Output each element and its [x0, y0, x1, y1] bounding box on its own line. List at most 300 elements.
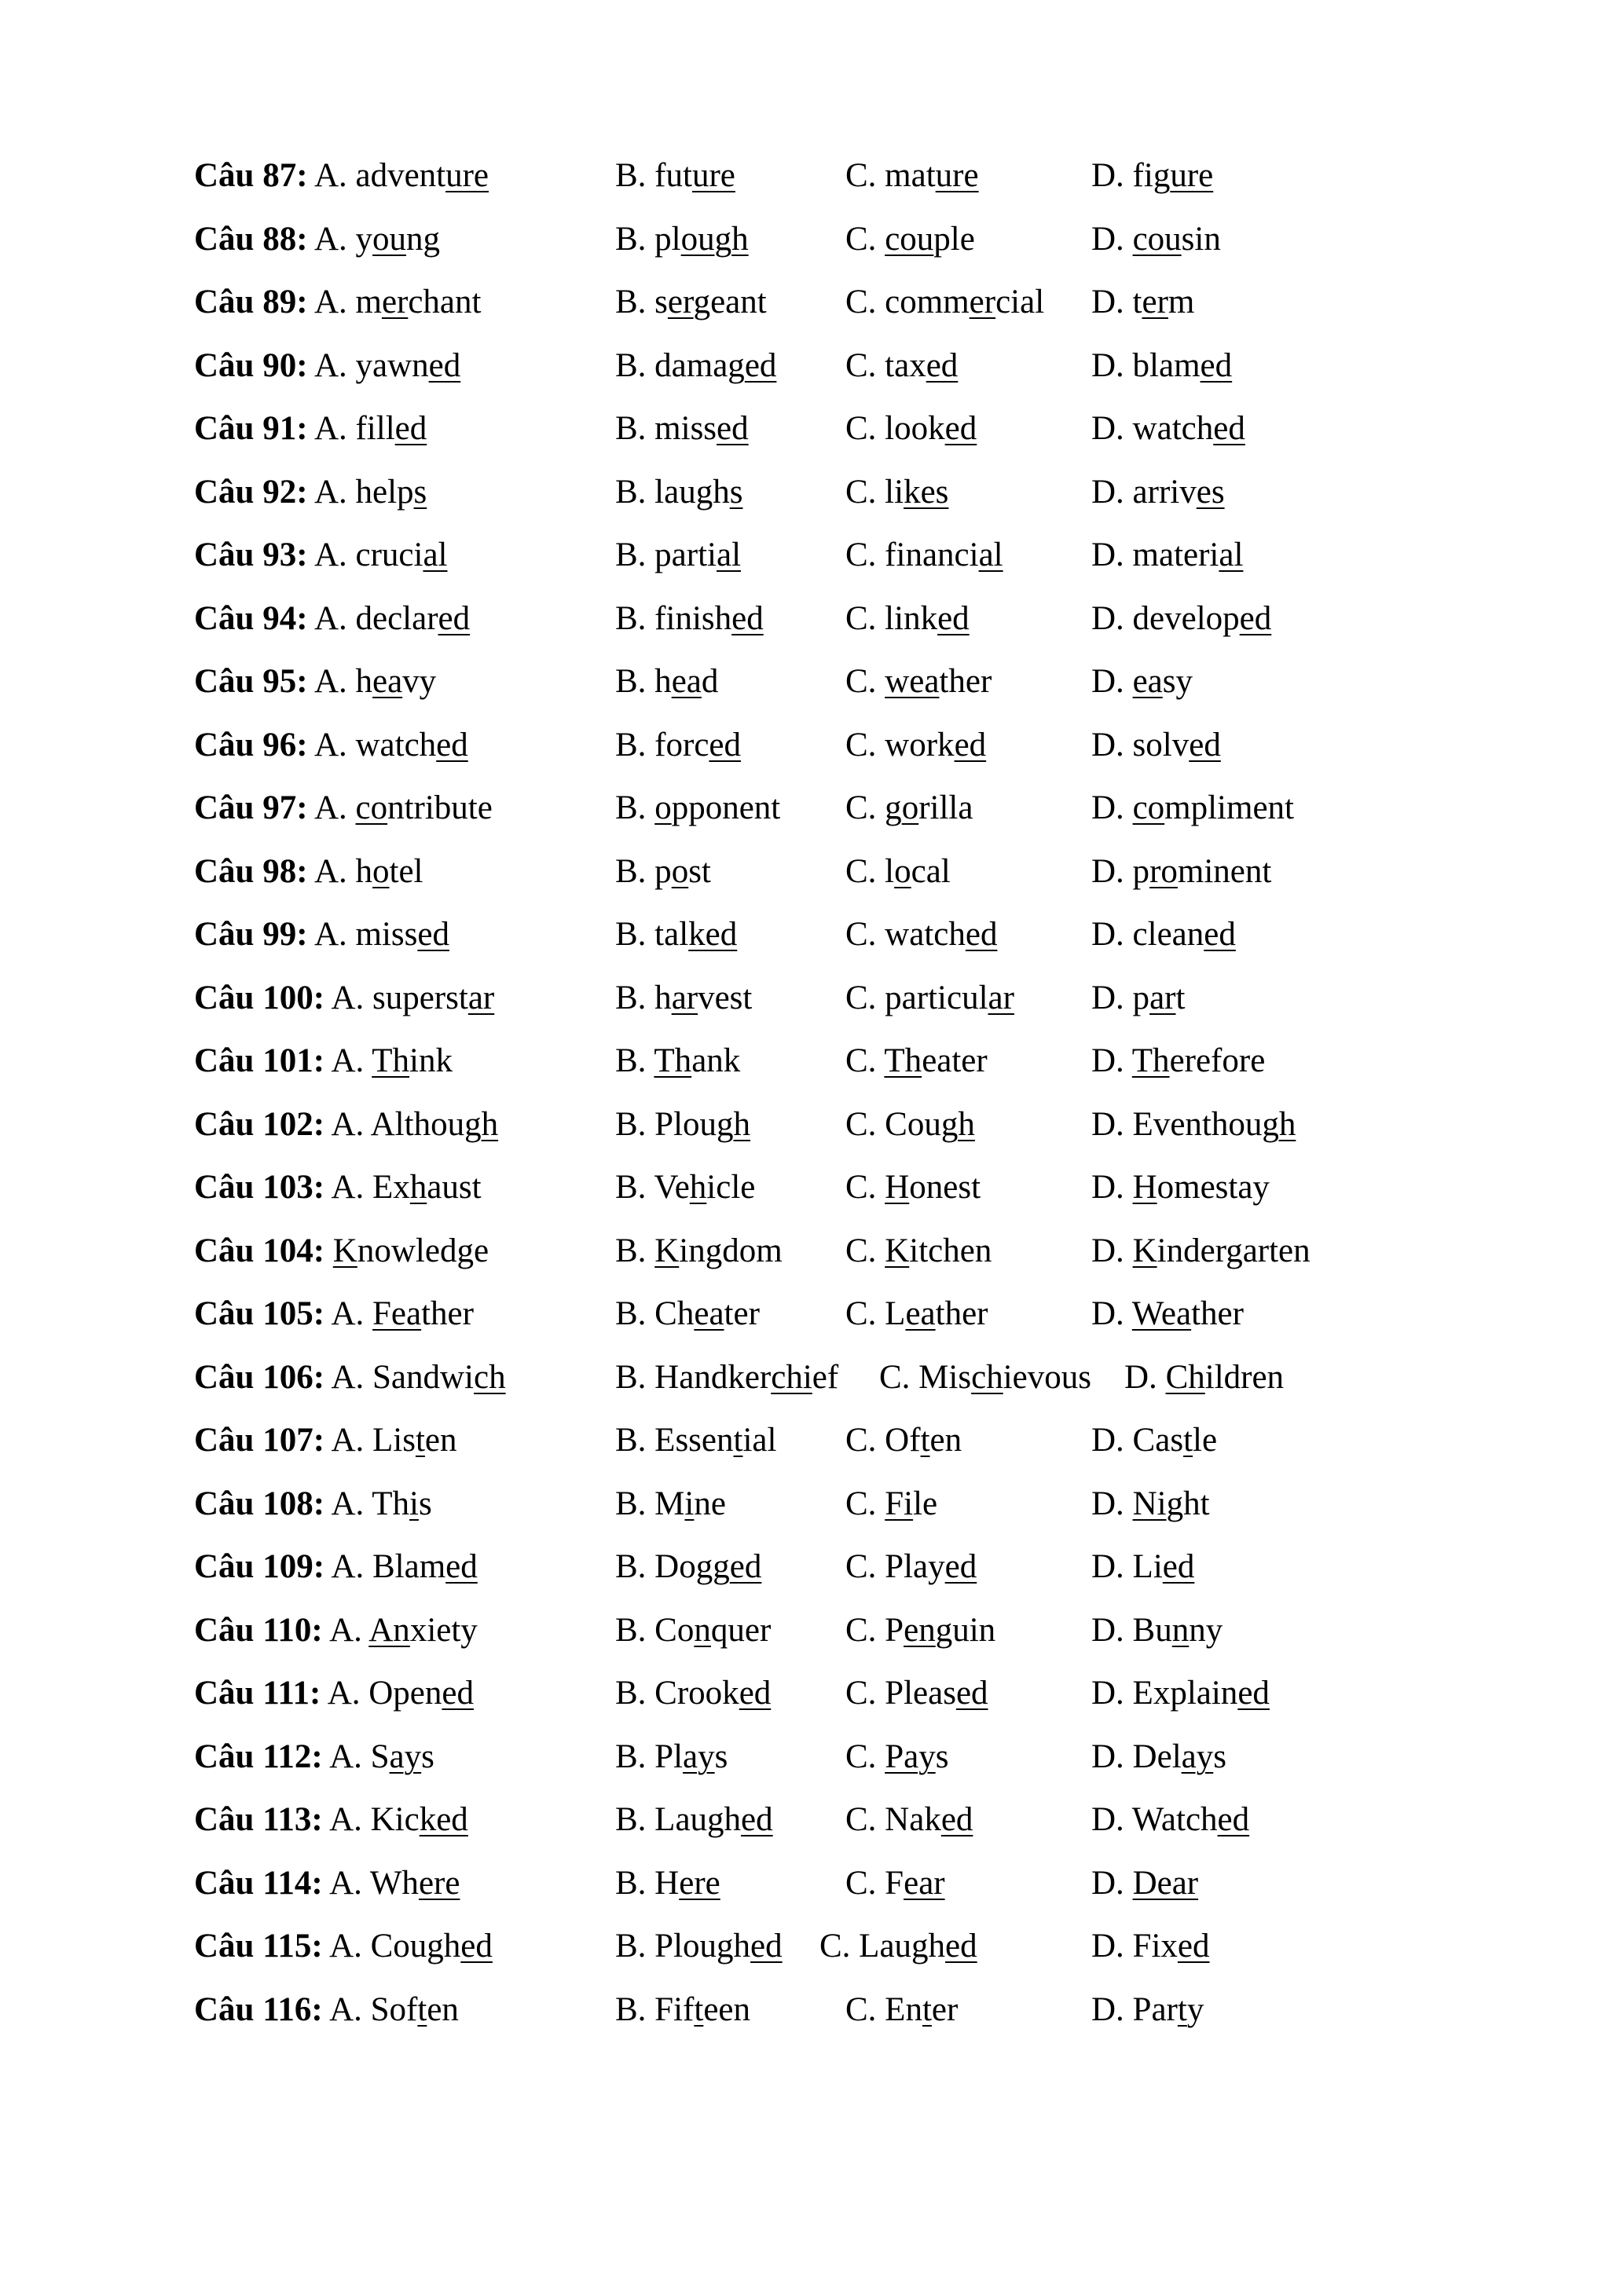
option-d [1091, 1417, 1217, 1464]
option-text: s [1213, 1738, 1226, 1775]
option-text: D. [1091, 1485, 1133, 1522]
option-text: C. Mis [879, 1358, 972, 1396]
option-text: sin [1181, 220, 1221, 258]
option-b [615, 1101, 750, 1148]
underlined-part: o [654, 789, 672, 826]
underlined-part: ro [1149, 852, 1178, 890]
option-text: tel [389, 852, 423, 890]
option-d [1091, 722, 1221, 769]
option-c [845, 1734, 948, 1781]
option-text: D. arriv [1091, 473, 1197, 511]
option-text: B. h [615, 663, 672, 700]
underlined-part: ed [436, 726, 468, 764]
option-c [845, 975, 1014, 1022]
option-c [845, 279, 1044, 326]
underlined-part: H [885, 1169, 910, 1206]
option-text: A. m [313, 284, 382, 320]
option-text: C. mat [845, 157, 936, 194]
underlined-part: co [1132, 789, 1165, 826]
option-text: B. [615, 1232, 655, 1269]
option-text: s [421, 1738, 434, 1775]
option-b [615, 216, 749, 263]
underlined-part: chi [771, 1358, 812, 1396]
underlined-part: gh [940, 1105, 975, 1143]
option-text: ther [421, 1295, 474, 1332]
option-text: D. Explain [1091, 1675, 1238, 1712]
option-a [314, 284, 482, 320]
option-text: le [913, 1485, 938, 1522]
question-text [194, 1860, 460, 1907]
question-number: Câu 99: [194, 916, 308, 953]
option-text: D. t [1091, 284, 1142, 320]
underlined-part: ar [988, 979, 1014, 1016]
option-text: C. L [845, 1295, 906, 1332]
option-text: nowledge [357, 1232, 489, 1269]
option-text: D. [1091, 1295, 1132, 1332]
question-row [0, 1734, 1624, 1781]
option-text: geant [693, 284, 767, 320]
underlined-part: ed [750, 1928, 783, 1965]
underlined-part: cou [885, 220, 934, 258]
option-c [879, 1354, 1091, 1401]
option-text: onest [909, 1169, 981, 1206]
option-d [1124, 1354, 1284, 1401]
option-text: en [424, 1422, 457, 1459]
option-text: ter [724, 1295, 760, 1332]
underlined-part: ay [683, 1738, 715, 1775]
underlined-part: ed [1177, 1928, 1210, 1965]
option-d [1091, 1860, 1198, 1907]
option-d [1091, 469, 1225, 516]
underlined-part: ere [418, 1864, 460, 1902]
underlined-part: h [409, 1169, 427, 1206]
option-text: B. Crook [615, 1675, 739, 1712]
option-a [314, 727, 468, 764]
question-text [194, 216, 440, 263]
underlined-part: t [415, 1422, 425, 1459]
option-text: t [1175, 979, 1186, 1016]
underlined-part: K [332, 1232, 357, 1269]
question-row [0, 279, 1624, 326]
option-text: D. [1091, 1232, 1133, 1269]
option-d [1091, 1291, 1244, 1338]
question-row [0, 1481, 1624, 1528]
option-text: C. F [845, 1864, 904, 1902]
option-a [331, 980, 494, 1016]
option-text: B. Plou [615, 1105, 717, 1143]
question-number: Câu 108: [194, 1485, 325, 1522]
option-text: D. Par [1091, 1990, 1178, 2028]
option-c [845, 405, 977, 452]
question-row [0, 1923, 1624, 1970]
option-text: B. pl [615, 220, 681, 258]
option-a [331, 1422, 456, 1459]
option-d [1091, 1923, 1210, 1970]
underlined-part: ed [717, 410, 749, 447]
option-text: C. Play [845, 1548, 945, 1585]
underlined-part: ou [372, 220, 406, 258]
option-a [333, 1232, 489, 1269]
option-text: A. watch [313, 726, 437, 764]
option-text: eater [922, 1042, 988, 1079]
question-number: Câu 87: [194, 157, 308, 194]
option-a [331, 1042, 453, 1079]
question-number: Câu 102: [194, 1105, 325, 1143]
question-number: Câu 115: [194, 1928, 323, 1965]
underlined-part: er [969, 284, 996, 320]
option-b [615, 1670, 771, 1717]
underlined-part: ar [1149, 979, 1176, 1016]
question-number: Câu 94: [194, 599, 308, 637]
option-d [1091, 975, 1185, 1022]
underlined-part: wea [885, 663, 940, 700]
option-d [1091, 1796, 1249, 1844]
option-c [845, 1101, 975, 1148]
underlined-part: ed [1189, 726, 1221, 764]
option-text: A. help [313, 473, 414, 511]
option-text: B. miss [615, 410, 717, 447]
option-c [845, 1670, 988, 1717]
option-text: s [714, 1738, 728, 1775]
option-text: C. watch [845, 916, 966, 953]
question-text [194, 1734, 434, 1781]
option-text: ink [409, 1042, 453, 1079]
option-b [615, 975, 752, 1022]
option-text: C. P [845, 1611, 904, 1649]
question-text [194, 848, 423, 895]
option-text: A. h [313, 663, 372, 700]
underlined-part: ere [679, 1864, 720, 1902]
underlined-part: er [667, 284, 694, 320]
underlined-part: ed [729, 1548, 762, 1585]
option-d [1091, 911, 1236, 958]
option-text: ther [935, 1295, 988, 1332]
option-text: B. Ve [615, 1169, 690, 1206]
underlined-part: o [894, 852, 911, 890]
option-text: ny [1189, 1611, 1223, 1649]
option-text: ne [694, 1485, 726, 1522]
option-text: D. [1124, 1358, 1166, 1396]
option-text: A. cruci [313, 536, 423, 573]
option-b [615, 1354, 838, 1401]
option-text: minent [1177, 852, 1272, 890]
option-text: C. comm [845, 284, 970, 320]
option-c [845, 1164, 981, 1211]
question-row [0, 1796, 1624, 1844]
option-text: B. Fif [615, 1990, 695, 2028]
option-a [314, 157, 489, 194]
option-text: C. link [845, 599, 938, 637]
option-c [845, 595, 970, 643]
option-c [845, 658, 992, 705]
option-text: C. [845, 1042, 885, 1079]
option-b [615, 911, 737, 958]
option-text: pponent [671, 789, 781, 826]
option-text: A. fill [313, 410, 395, 447]
option-d [1091, 1164, 1270, 1211]
option-text: B. forc [615, 726, 709, 764]
question-text [194, 1164, 482, 1211]
question-text [194, 1291, 474, 1338]
option-text: quer [710, 1611, 772, 1649]
option-d [1091, 785, 1294, 832]
underlined-part: gh [1262, 1105, 1296, 1143]
option-text: C. Cou [845, 1105, 941, 1143]
option-text: D. Bu [1091, 1611, 1172, 1649]
option-text: B. [615, 1042, 654, 1079]
option-d [1091, 1607, 1223, 1654]
option-text: C. work [845, 726, 955, 764]
option-text: cial [995, 284, 1045, 320]
underlined-part: Wea [1131, 1295, 1192, 1332]
option-text: ng [406, 220, 440, 258]
option-c [845, 1987, 958, 2034]
question-number: Câu 90: [194, 346, 308, 384]
underlined-part: ed [1239, 599, 1272, 637]
option-c [845, 1228, 992, 1275]
option-a [331, 1485, 431, 1522]
option-text: C. [845, 1485, 885, 1522]
option-d [1091, 1670, 1270, 1717]
underlined-part: ed [926, 346, 959, 384]
option-text: A. [331, 1295, 372, 1332]
question-row [0, 152, 1624, 200]
option-text: en [929, 1422, 962, 1459]
option-d [1091, 342, 1232, 390]
option-text: D. [1091, 1864, 1133, 1902]
option-b [615, 658, 718, 705]
option-text: D. Fix [1091, 1928, 1178, 1965]
question-text [194, 405, 427, 452]
option-text: A. Cough [329, 1928, 461, 1965]
option-text: B. s [615, 284, 668, 320]
question-number: Câu 104: [194, 1232, 325, 1269]
option-text: y [1186, 1990, 1204, 2028]
underlined-part: ea [1132, 663, 1163, 700]
question-text [194, 342, 460, 390]
underlined-part: t [920, 1422, 930, 1459]
underlined-part: ed [1237, 1675, 1270, 1712]
underlined-part: o [372, 852, 390, 890]
underlined-part: ear [904, 1864, 945, 1902]
option-text: cal [911, 852, 951, 890]
question-text [194, 658, 436, 705]
question-row [0, 595, 1624, 643]
option-b [615, 722, 741, 769]
option-a [331, 1295, 474, 1332]
option-text: vest [698, 979, 753, 1016]
option-c [845, 785, 973, 832]
underlined-part: kes [904, 473, 949, 511]
option-text: A. Wh [329, 1864, 419, 1902]
underlined-part: n [694, 1611, 711, 1649]
option-text: C. Nak [845, 1801, 941, 1838]
question-row [0, 1670, 1624, 1717]
option-c [845, 722, 986, 769]
option-text: D. [1091, 220, 1133, 258]
underlined-part: Th [884, 1042, 922, 1079]
option-a [329, 1928, 493, 1965]
question-row [0, 1164, 1624, 1211]
option-d [1091, 152, 1213, 200]
option-text: B. Ch [615, 1295, 695, 1332]
option-text: D. solv [1091, 726, 1190, 764]
option-text: D. Del [1091, 1738, 1182, 1775]
question-row [0, 1354, 1624, 1401]
underlined-part: ed [428, 346, 461, 384]
option-text: erefore [1169, 1042, 1266, 1079]
question-number: Câu 107: [194, 1422, 325, 1459]
option-a [314, 663, 436, 700]
option-b [615, 785, 780, 832]
option-text: C. tax [845, 346, 926, 384]
underlined-part: Ch [1165, 1358, 1205, 1396]
option-b [615, 279, 767, 326]
underlined-part: ea [905, 1295, 936, 1332]
option-c [845, 1481, 937, 1528]
option-c [845, 848, 951, 895]
option-c [845, 216, 975, 263]
question-row [0, 216, 1624, 263]
option-c [845, 469, 948, 516]
option-a [314, 410, 427, 447]
question-text [194, 1543, 478, 1591]
underlined-part: ed [417, 916, 449, 953]
option-c [845, 1543, 977, 1591]
question-number: Câu 103: [194, 1169, 325, 1206]
option-d [1091, 1734, 1226, 1781]
underlined-part: ed [741, 1801, 773, 1838]
option-d [1091, 1481, 1210, 1528]
underlined-part: Ni [1132, 1485, 1167, 1522]
option-text: chant [408, 284, 482, 320]
underlined-part: ed [944, 1548, 977, 1585]
underlined-part: en [904, 1611, 936, 1649]
question-row [0, 785, 1624, 832]
option-d [1091, 532, 1243, 579]
question-text [194, 1101, 498, 1148]
option-text: ther [1191, 1295, 1244, 1332]
underlined-part: ed [442, 1675, 474, 1712]
question-number: Câu 88: [194, 220, 308, 258]
option-text: A. Sandwi [331, 1358, 474, 1396]
option-c [845, 1038, 988, 1085]
option-a [314, 221, 440, 258]
underlined-part: ar [467, 979, 495, 1016]
question-number: Câu 92: [194, 473, 308, 511]
underlined-part: Pay [885, 1738, 936, 1775]
option-text: B. parti [615, 536, 717, 573]
option-text: aust [427, 1169, 482, 1206]
underlined-part: ea [372, 663, 403, 700]
underlined-part: s [413, 473, 427, 511]
underlined-part: ed [944, 410, 977, 447]
option-text: C. En [845, 1990, 922, 2028]
option-text: d [701, 663, 719, 700]
option-d [1091, 1987, 1204, 2034]
underlined-part: ure [445, 157, 489, 194]
question-number: Câu 112: [194, 1738, 323, 1775]
underlined-part: K [654, 1232, 680, 1269]
option-d [1091, 279, 1194, 326]
option-text: A. Althou [331, 1105, 465, 1143]
underlined-part: t [1183, 1422, 1193, 1459]
underlined-part: ed [1204, 916, 1236, 953]
question-number: Câu 116: [194, 1990, 323, 2028]
option-text: A. S [329, 1738, 390, 1775]
option-b [615, 152, 735, 200]
option-text: B. fut [615, 157, 692, 194]
underlined-part: ure [935, 157, 979, 194]
option-d [1091, 848, 1271, 895]
option-b [615, 595, 764, 643]
option-d [1091, 1228, 1311, 1275]
underlined-part: gh [717, 1105, 751, 1143]
option-text: ank [691, 1042, 741, 1079]
option-text: m [1168, 284, 1195, 320]
option-text: A. superst [331, 979, 468, 1016]
option-text: A. Lis [331, 1422, 416, 1459]
question-number: Câu 101: [194, 1042, 325, 1079]
option-a [314, 916, 449, 953]
option-text: A. advent [313, 157, 446, 194]
underlined-part: ed [744, 346, 777, 384]
option-a [314, 789, 493, 826]
option-d [1091, 1101, 1296, 1148]
option-text: icle [706, 1169, 756, 1206]
question-number: Câu 106: [194, 1358, 325, 1396]
question-text [194, 595, 470, 643]
question-row [0, 658, 1624, 705]
underlined-part: Th [1131, 1042, 1170, 1079]
option-text: B. p [615, 852, 672, 890]
question-number: Câu 105: [194, 1295, 325, 1332]
option-a [331, 1106, 498, 1143]
option-text: A. yawn [313, 346, 429, 384]
option-text: C. li [845, 473, 904, 511]
underlined-part: ed [945, 1928, 977, 1965]
option-text: sy [1162, 663, 1193, 700]
underlined-part: K [885, 1232, 910, 1269]
underlined-part: ch [474, 1358, 506, 1396]
option-text: s [935, 1738, 949, 1775]
option-text: le [1193, 1422, 1218, 1459]
underlined-part: t [417, 1990, 427, 2028]
underlined-part: Dear [1132, 1864, 1199, 1902]
underlined-part: ed [965, 916, 998, 953]
option-d [1091, 216, 1221, 263]
underlined-part: ed [709, 726, 741, 764]
underlined-part: t [733, 1422, 743, 1459]
option-a [328, 1675, 474, 1712]
question-text [194, 532, 447, 579]
option-text: A. y [313, 220, 372, 258]
option-b [615, 1291, 760, 1338]
underlined-part: es [1196, 473, 1225, 511]
underlined-part: ed [955, 1675, 988, 1712]
option-text: D. materi [1091, 536, 1219, 573]
underlined-part: Fi [885, 1485, 914, 1522]
option-b [615, 1417, 776, 1464]
option-b [615, 1481, 726, 1528]
option-text: B. Handker [615, 1358, 772, 1396]
option-a [314, 347, 460, 384]
question-row [0, 1291, 1624, 1338]
option-text: C. [845, 220, 885, 258]
underlined-part: ed [460, 1928, 493, 1965]
option-text: ingdom [679, 1232, 783, 1269]
underlined-part: H [1132, 1169, 1157, 1206]
